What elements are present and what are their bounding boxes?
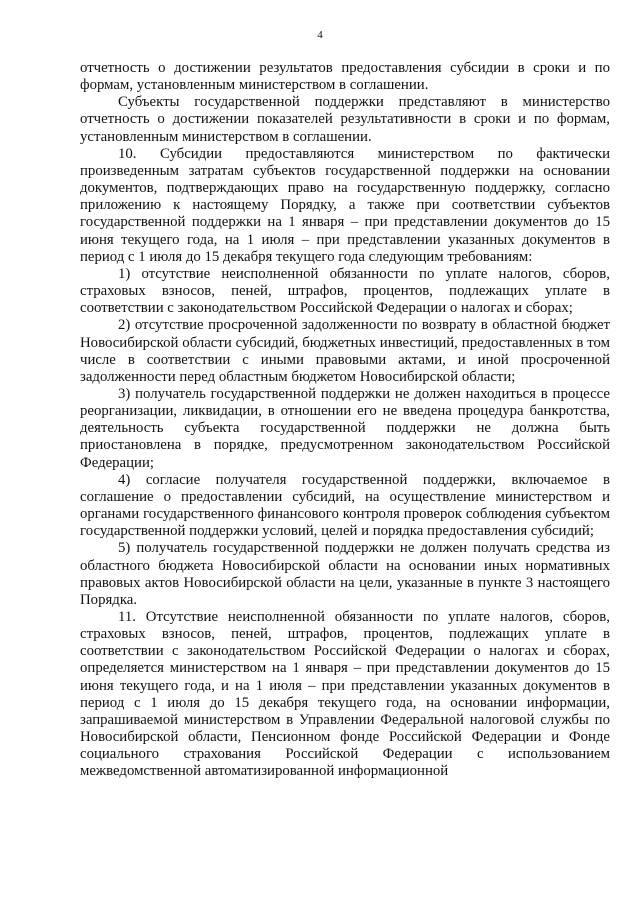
paragraph-requirement-1: 1) отсутствие неисполненной обязанности по уплате налогов, сборов, страховых взносов, пеней, штрафов, процентов, подлежащих уплате в соответствии с законодательством Российской Федерации о налогах и сборах; bbox=[80, 265, 610, 317]
page-number: 4 bbox=[317, 29, 323, 41]
paragraph-requirement-4: 4) согласие получателя государственной поддержки, включаемое в соглашение о предоставлении субсидий, на осуществление министерством и органами государственного финансового контроля проверок соблюдения субъектом государственной поддержки условий, целей и порядка предоставления субсидий; bbox=[80, 471, 610, 540]
paragraph-continuation: отчетность о достижении результатов предоставления субсидии в сроки и по формам, установленным министерством в соглашении. bbox=[80, 60, 610, 94]
paragraph-reporting: Субъекты государственной поддержки представляют в министерство отчетность о достижении показателей результативности в сроки и по формам, установленным министерством в соглашении. bbox=[80, 94, 610, 145]
paragraph-clause-11: 11. Отсутствие неисполненной обязанности по уплате налогов, сборов, страховых взносов, пеней, штрафов, процентов, подлежащих уплате в соответствии с законодательством Российской Федерации о налогах и сборах, определяется министерством на 1 января – при представлении документов до 15 июня текущего года, и на 1 июля – при представлении указанных документов в период с 1 июля до 15 декабря текущего года, на основании информации, запрашиваемой министерством в Управлении Федеральной налоговой службы по Новосибирской области, Пенсионном фонде Российской Федерации и Фонде социального страхования Российской Федерации с использованием межведомственной автоматизированной информационной bbox=[80, 609, 610, 780]
paragraph-requirement-2: 2) отсутствие просроченной задолженности по возврату в областной бюджет Новосибирской области субсидий, бюджетных инвестиций, предоставленных в том числе в соответствии с иными правовыми актами, и иной просроченной задолженности перед областным бюджетом Новосибирской области; bbox=[80, 317, 610, 385]
paragraph-requirement-5: 5) получатель государственной поддержки не должен получать средства из областного бюджета Новосибирской области на основании иных нормативных правовых актов Новосибирской области на цели, указанные в пункте 3 настоящего Порядка. bbox=[80, 540, 610, 608]
paragraph-requirement-3: 3) получатель государственной поддержки не должен находиться в процессе реорганизации, ликвидации, в отношении его не введена процедура банкротства, деятельность субъекта государственной поддержки не должна быть приостановлена в порядке, предусмотренном законодательством Российской Федерации; bbox=[80, 385, 610, 471]
paragraph-clause-10: 10. Субсидии предоставляются министерством по фактически произведенным затратам субъектов государственной поддержки на основании документов, подтверждающих право на государственную поддержку, согласно приложению к настоящему Порядку, а также при соответствии субъектов государственной поддержки на 1 января – при представлении документов до 15 июня текущего года, на 1 июля – при представлении указанных документов в период с 1 июля до 15 декабря текущего года следующим требованиям: bbox=[80, 145, 610, 265]
document-body bbox=[80, 60, 610, 781]
